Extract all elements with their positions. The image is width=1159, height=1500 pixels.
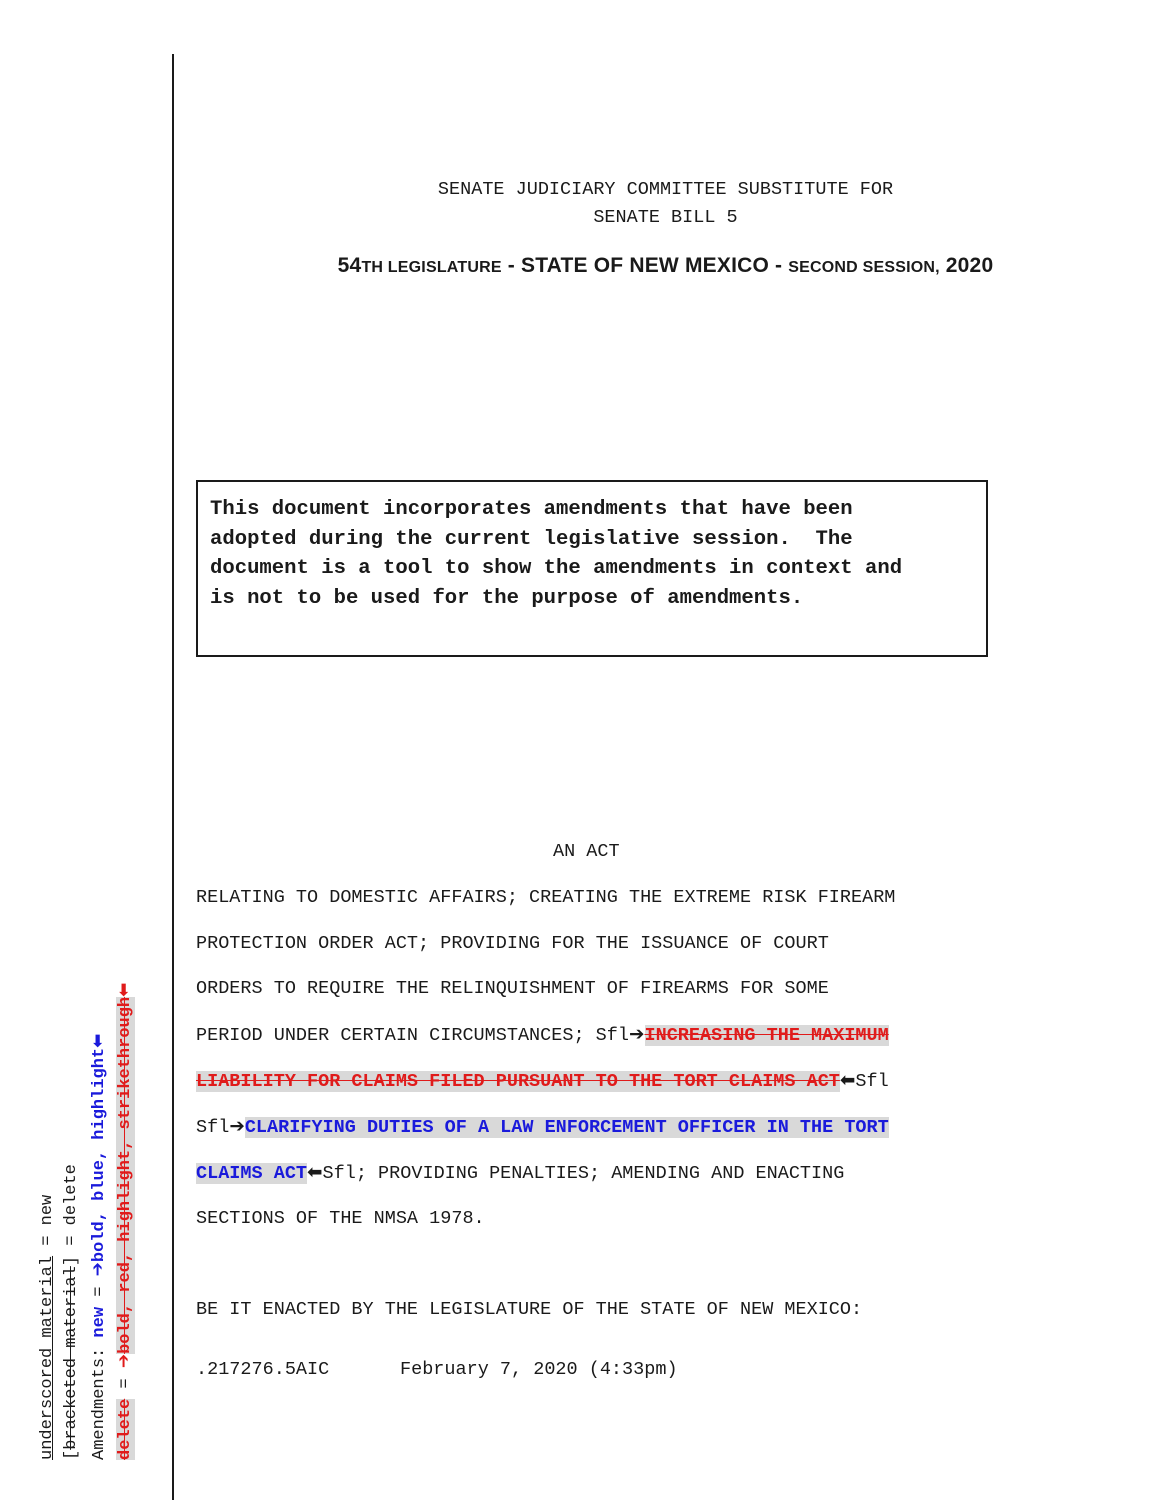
bill-header-line2: SENATE BILL 5 — [593, 207, 738, 228]
deleted-text: INCREASING THE MAXIMUM — [644, 1025, 889, 1046]
notice-line: is not to be used for the purpose of amendments. — [210, 586, 804, 610]
new-text: CLARIFYING DUTIES OF A LAW ENFORCEMENT OFFICER IN THE TORT — [244, 1117, 889, 1138]
legislature-title: 54TH LEGISLATURE - STATE OF NEW MEXICO - SECOND SESSION, 2020 — [337, 254, 994, 277]
amendment-notice-box — [196, 480, 988, 657]
right-arrow-icon: ➔ — [229, 1116, 245, 1137]
bill-header-line1: SENATE JUDICIARY COMMITTEE SUBSTITUTE FOR — [437, 179, 894, 200]
act-line-7: CLAIMS ACT⬅Sfl; PROVIDING PENALTIES; AMENDING AND ENACTING — [196, 1162, 845, 1184]
act-line-1: RELATING TO DOMESTIC AFFAIRS; CREATING THE EXTREME RISK FIREARM — [196, 887, 896, 908]
act-line-8: SECTIONS OF THE NMSA 1978. — [196, 1208, 485, 1229]
legend-line-underscored: underscored material = new — [38, 1194, 57, 1460]
right-arrow-icon: ➔ — [628, 1024, 645, 1045]
act-line-2: PROTECTION ORDER ACT; PROVIDING FOR THE ISSUANCE OF COURT — [196, 933, 829, 954]
act-title: AN ACT — [553, 841, 620, 862]
legend-line-amendments-delete: delete = ➔bold, red, highlight, strikethrough⬅ — [114, 982, 135, 1460]
enacting-clause: BE IT ENACTED BY THE LEGISLATURE OF THE STATE OF NEW MEXICO: — [196, 1299, 863, 1320]
deleted-text: LIABILITY FOR CLAIMS FILED PURSUANT TO THE TORT CLAIMS ACT — [196, 1071, 840, 1092]
legend-line-amendments-new: Amendments: new = ➔bold, blue, highlight⬅ — [88, 1033, 109, 1460]
right-arrow-icon: ➔ — [114, 1353, 134, 1369]
left-arrow-icon: ⬅ — [114, 982, 134, 997]
act-line-4: PERIOD UNDER CERTAIN CIRCUMSTANCES; Sfl➔INCREASING THE MAXIMUM — [196, 1024, 889, 1046]
legend-line-bracketed: [bracketed material] = delete — [62, 1164, 81, 1460]
act-line-6: Sfl➔CLARIFYING DUTIES OF A LAW ENFORCEMENT OFFICER IN THE TORT — [196, 1116, 889, 1138]
amendment-legend — [0, 0, 172, 1500]
left-arrow-icon: ⬅ — [88, 1033, 108, 1048]
notice-line: This document incorporates amendments that have been — [210, 498, 853, 521]
left-arrow-icon: ⬅ — [839, 1070, 856, 1091]
right-arrow-icon: ➔ — [88, 1262, 108, 1277]
document-id: .217276.5AIC — [196, 1359, 330, 1380]
act-line-5: LIABILITY FOR CLAIMS FILED PURSUANT TO THE TORT CLAIMS ACT⬅Sfl — [196, 1070, 889, 1092]
new-text: CLAIMS ACT — [196, 1163, 308, 1184]
notice-line: adopted during the current legislative session. The — [210, 527, 853, 551]
left-arrow-icon: ⬅ — [307, 1162, 323, 1183]
notice-line: document is a tool to show the amendments in context and — [210, 557, 903, 580]
act-line-3: ORDERS TO REQUIRE THE RELINQUISHMENT OF FIREARMS FOR SOME — [196, 978, 829, 999]
document-date: February 7, 2020 (4:33pm) — [400, 1359, 678, 1380]
